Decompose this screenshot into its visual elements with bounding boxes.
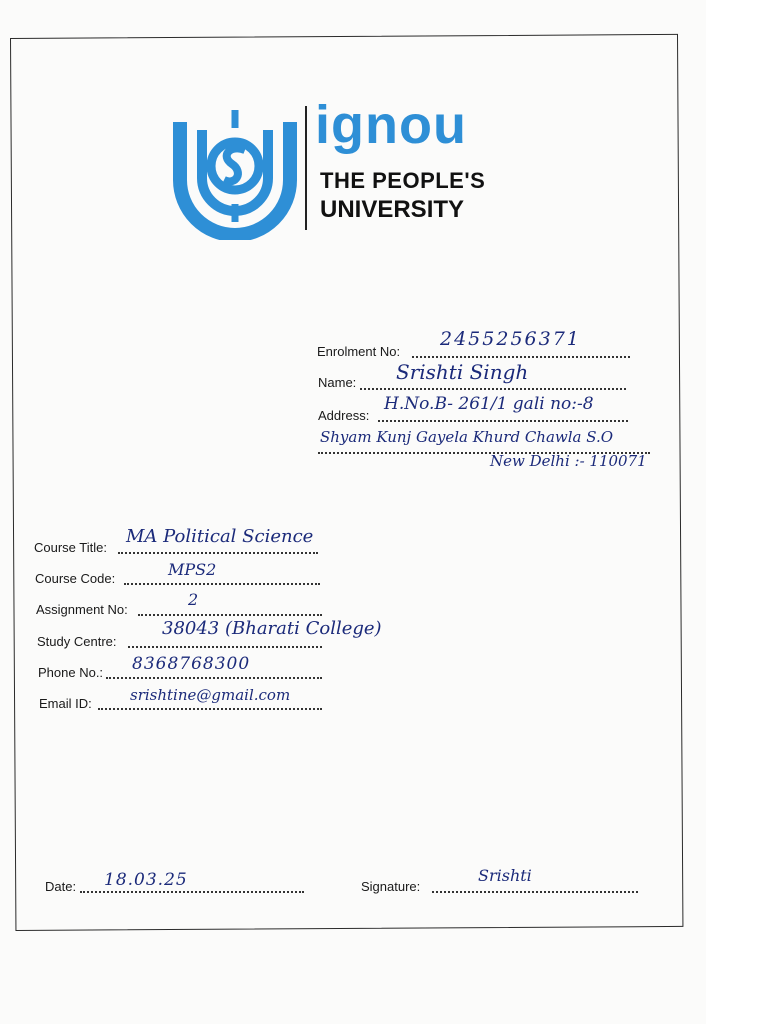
study-centre-value: 38043 (Bharati College) [162, 618, 382, 639]
email-value: srishtine@gmail.com [130, 686, 291, 704]
name-label: Name: [318, 375, 357, 390]
address-value-line1: H.No.B- 261/1 gali no:-8 [384, 394, 594, 414]
signature-value: Srishti [478, 866, 532, 885]
tagline-line2: UNIVERSITY [320, 196, 465, 223]
address-value-line2: Shyam Kunj Gayela Khurd Chawla S.O [320, 428, 614, 446]
study-centre-line [128, 646, 322, 648]
enrolment-label: Enrolment No: [317, 344, 401, 359]
email-line [98, 708, 322, 710]
email-label: Email ID: [39, 696, 92, 711]
course-code-label: Course Code: [35, 571, 116, 586]
tagline-line1: THE PEOPLE'S [320, 168, 486, 193]
enrolment-value: 2455256371 [440, 328, 581, 350]
assignment-line [138, 614, 322, 616]
date-value: 18.03.25 [104, 870, 188, 890]
signature-label: Signature: [361, 879, 421, 894]
address-label: Address: [318, 408, 370, 423]
phone-line [106, 677, 322, 679]
course-code-value: MPS2 [168, 560, 217, 579]
name-value: Srishti Singh [396, 360, 529, 384]
logo-divider [305, 106, 307, 230]
course-title-value: MA Political Science [126, 526, 314, 547]
ignou-logo [170, 95, 490, 240]
phone-value: 8368768300 [132, 654, 251, 674]
assignment-label: Assignment No: [36, 602, 128, 617]
background-edge [706, 0, 768, 1024]
study-centre-label: Study Centre: [37, 634, 117, 649]
course-code-line [124, 583, 320, 585]
address-value-line3: New Delhi :- 110071 [490, 452, 647, 470]
date-line [80, 891, 304, 893]
phone-label: Phone No.: [38, 665, 104, 680]
brand-name: ignou [315, 95, 467, 155]
date-label: Date: [45, 879, 77, 894]
signature-line [432, 891, 638, 893]
course-title-label: Course Title: [34, 540, 107, 555]
address-line-1 [378, 420, 628, 422]
name-line [360, 388, 626, 390]
course-title-line [118, 552, 318, 554]
ignou-emblem-icon [170, 100, 300, 240]
assignment-value: 2 [188, 590, 199, 609]
enrolment-line [412, 356, 630, 358]
